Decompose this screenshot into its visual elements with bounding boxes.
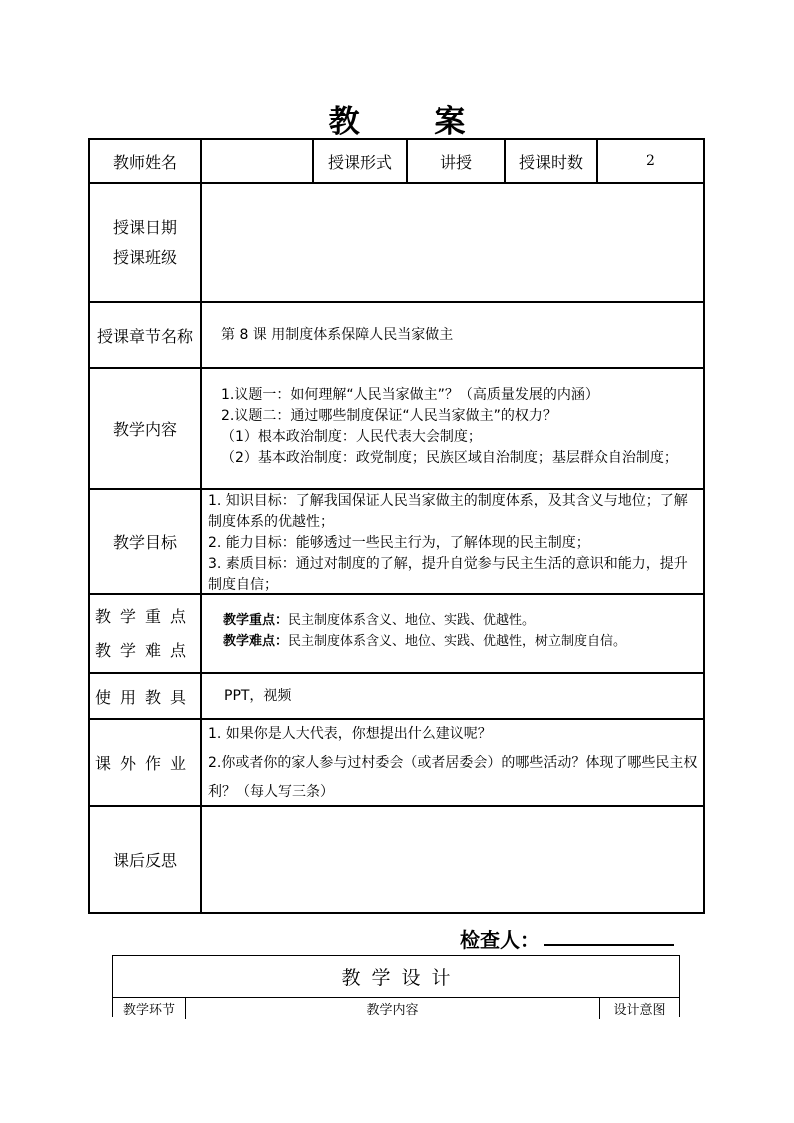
teaching-content-label: 教学内容 xyxy=(112,420,177,439)
teacher-name-label: 教师姓名 xyxy=(112,152,177,172)
key-point-text: 民主制度体系含义、地位、实践、优越性。 xyxy=(288,613,536,628)
homework-line: 2.你或者你的家人参与过村委会（或者居委会）的哪些活动？体现了哪些民主权 xyxy=(208,755,698,771)
difficult-point-prefix: 教学难点： xyxy=(223,634,289,649)
teaching-date-label: 授课日期 xyxy=(112,217,177,237)
homework-label: 课外作业 xyxy=(94,754,195,773)
goal-line: 3. 素质目标：通过对制度的了解，提升自觉参与民主生活的意识和能力，提升 xyxy=(208,556,688,572)
goal-line: 制度自信； xyxy=(208,577,278,593)
col-teaching-content: 教学内容 xyxy=(366,1003,419,1018)
teaching-design-title: 教学设计 xyxy=(341,967,462,989)
difficult-point-line xyxy=(223,631,698,652)
teaching-hours-label: 授课时数 xyxy=(518,152,583,172)
lesson-plan-table xyxy=(88,138,705,914)
content-line: （2）基本政治制度：政党制度；民族区域自治制度；基层群众自治制度； xyxy=(221,450,678,466)
page-title: 教 案 xyxy=(328,104,498,140)
teaching-form-value: 讲授 xyxy=(439,152,472,172)
key-hard-content xyxy=(223,610,698,652)
key-point-line xyxy=(223,610,698,631)
teaching-tools-value: PPT，视频 xyxy=(224,687,292,704)
key-point-prefix: 教学重点： xyxy=(223,613,289,628)
checker-label: 检查人： xyxy=(460,928,540,952)
teaching-tools-label: 使用教具 xyxy=(94,687,195,707)
col-teaching-stage: 教学环节 xyxy=(122,1003,175,1018)
teaching-goal-list xyxy=(208,491,703,596)
reflection-label: 课后反思 xyxy=(112,851,177,870)
content-line: 2.议题二：通过哪些制度保证“人民当家做主”的权力？ xyxy=(221,408,557,424)
content-line: （1）根本政治制度：人民代表大会制度； xyxy=(221,429,482,445)
teacher-name-value xyxy=(202,140,312,182)
teaching-design-table xyxy=(112,955,680,1017)
teaching-hours-value: 2 xyxy=(646,153,655,169)
key-point-label: 教学重点 xyxy=(94,606,195,626)
goal-line: 制度体系的优越性； xyxy=(208,514,334,530)
homework-list xyxy=(208,720,703,807)
difficult-point-label: 教学难点 xyxy=(94,640,195,660)
homework-line: 利？（每人写三条） xyxy=(208,784,334,800)
teaching-content-list xyxy=(221,385,701,469)
column-divider xyxy=(200,140,202,912)
goal-line: 1. 知识目标：了解我国保证人民当家做主的制度体系，及其含义与地位；了解 xyxy=(208,493,688,509)
content-line: 1.议题一：如何理解“人民当家做主”？（高质量发展的内涵） xyxy=(221,387,599,403)
teaching-form-label: 授课形式 xyxy=(327,152,392,172)
key-hard-label-cell xyxy=(90,595,200,672)
date-class-label-cell xyxy=(90,184,200,301)
teaching-class-label: 授课班级 xyxy=(112,247,177,267)
chapter-name-value: 第 8 课 用制度体系保障人民当家做主 xyxy=(221,326,454,343)
difficult-point-text: 民主制度体系含义、地位、实践、优越性，树立制度自信。 xyxy=(288,634,627,649)
homework-line: 1. 如果你是人大代表，你想提出什么建议呢？ xyxy=(208,726,492,742)
checker-signature-line xyxy=(544,944,674,946)
teaching-design-header-row xyxy=(113,997,679,1019)
teaching-goal-label: 教学目标 xyxy=(112,533,177,552)
col-design-intent: 设计意图 xyxy=(613,1003,666,1018)
chapter-name-label: 授课章节名称 xyxy=(96,326,193,346)
goal-line: 2. 能力目标：能够透过一些民主行为，了解体现的民主制度； xyxy=(208,535,590,551)
